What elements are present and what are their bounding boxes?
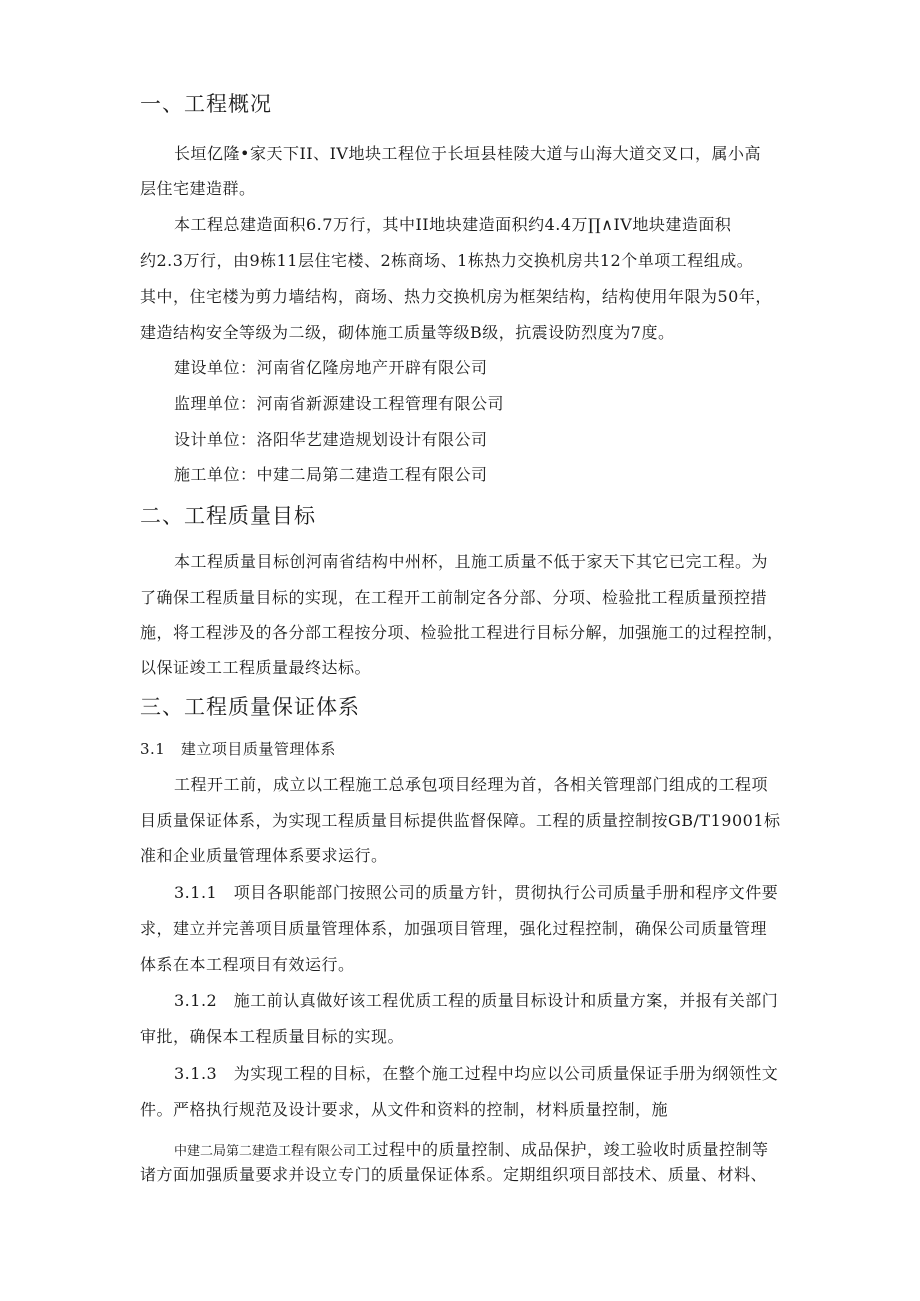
paragraph-line: 3.1.3 为实现工程的目标，在整个施工过程中均应以公司质量保证手册为纲领性文 xyxy=(174,1064,779,1083)
unit-line-contractor: 施工单位：中建二局第二建造工程有限公司 xyxy=(174,465,488,484)
section-3-heading: 三、工程质量保证体系 xyxy=(140,695,360,719)
section-2-heading: 二、工程质量目标 xyxy=(140,504,316,528)
paragraph-line: 体系在本工程项目有效运行。 xyxy=(140,955,355,974)
paragraph-line: 施，将工程涉及的各分部工程按分项、检验批工程进行目标分解，加强施工的过程控制， xyxy=(140,623,784,642)
unit-line-design: 设计单位：洛阳华艺建造规划设计有限公司 xyxy=(174,430,488,449)
paragraph-line: 层住宅建造群。 xyxy=(140,179,256,198)
subsection-heading: 3.1 建立项目质量管理体系 xyxy=(140,740,336,758)
unit-line-supervision: 监理单位：河南省新源建设工程管理有限公司 xyxy=(174,394,505,413)
paragraph-line: 本工程质量目标创河南省结构中州杯，且施工质量不低于家天下其它已完工程。为 xyxy=(174,552,769,571)
paragraph-line: 准和企业质量管理体系要求运行。 xyxy=(140,846,388,865)
unit-line-construction: 建设单位：河南省亿隆房地产开辟有限公司 xyxy=(174,358,488,377)
paragraph-line: 其中，住宅楼为剪力墙结构，商场、热力交换机房为框架结构，结构使用年限为50年， xyxy=(140,287,772,306)
paragraph-line: 3.1.2 施工前认真做好该工程优质工程的质量目标设计和质量方案，并报有关部门 xyxy=(174,991,779,1010)
paragraph-line: 约2.3万行，由9栋11层住宅楼、2栋商场、1栋热力交换机房共12个单项工程组成。 xyxy=(140,251,754,270)
paragraph-line: 目质量保证体系，为实现工程质量目标提供监督保障。工程的质量控制按GB/T19001标 xyxy=(140,811,781,830)
paragraph-line: 以保证竣工工程质量最终达标。 xyxy=(140,658,372,677)
section-1-heading: 一、工程概况 xyxy=(140,92,272,116)
footer-line-2: 诸方面加强质量要求并设立专门的质量保证体系。定期组织项目部技术、质量、材料、 xyxy=(140,1165,768,1184)
paragraph-line: 求，建立并完善项目质量管理体系，加强项目管理，强化过程控制，确保公司质量管理 xyxy=(140,919,768,938)
footer-text: 工过程中的质量控制、成品保护，竣工验收时质量控制等 xyxy=(356,1140,769,1159)
paragraph-line: 建造结构安全等级为二级，砌体施工质量等级B级，抗震设防烈度为7度。 xyxy=(140,323,675,342)
paragraph-line: 3.1.1 项目各职能部门按照公司的质量方针，贯彻执行公司质量手册和程序文件要 xyxy=(174,883,779,902)
paragraph-line: 本工程总建造面积6.7万行，其中II地块建造面积约4.4万∏∧IV地块建造面积 xyxy=(174,215,732,234)
footer-line-1 xyxy=(174,1137,769,1160)
paragraph-line: 工程开工前，成立以工程施工总承包项目经理为首，各相关管理部门组成的工程项 xyxy=(174,775,769,794)
paragraph-line: 了确保工程质量目标的实现，在工程开工前制定各分部、分项、检验批工程质量预控措 xyxy=(140,588,768,607)
paragraph-line: 件。严格执行规范及设计要求，从文件和资料的控制，材料质量控制，施 xyxy=(140,1100,669,1119)
footer-company: 中建二局第二建造工程有限公司 xyxy=(174,1144,357,1159)
paragraph-line: 长垣亿隆•家天下II、IV地块工程位于长垣县桂陵大道与山海大道交叉口，属小高 xyxy=(174,144,761,163)
paragraph-line: 审批，确保本工程质量目标的实现。 xyxy=(140,1027,405,1046)
